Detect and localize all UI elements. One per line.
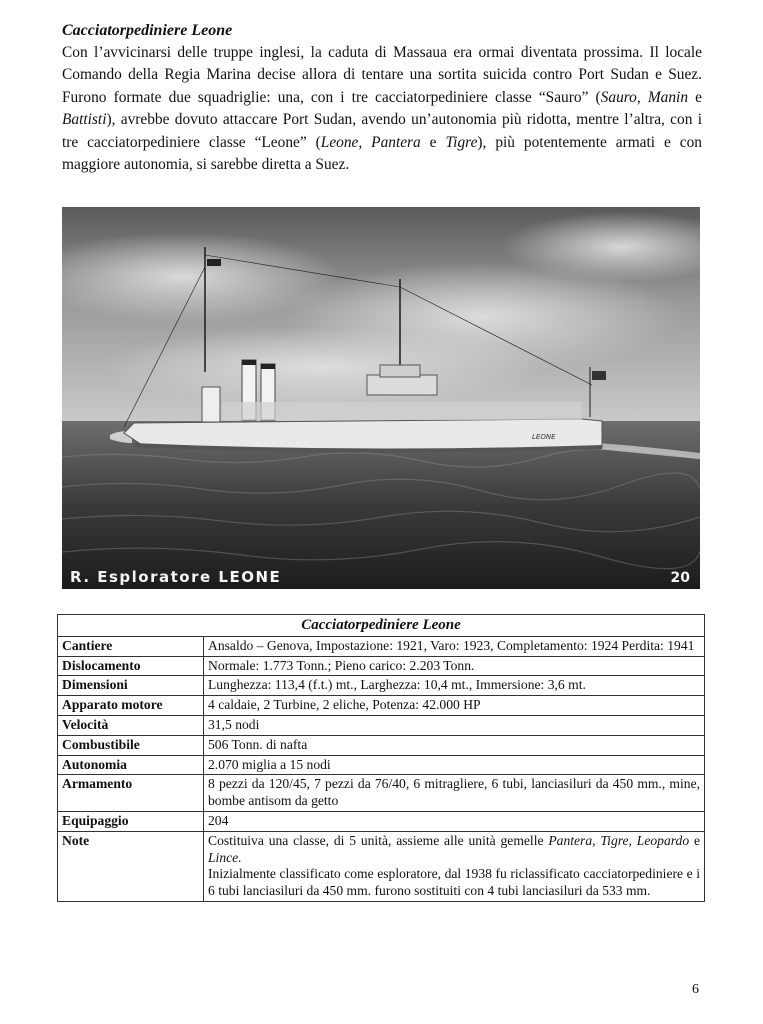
page-number: 6	[692, 982, 699, 997]
table-row	[58, 696, 705, 716]
spec-value: 4 caldaie, 2 Turbine, 2 eliche, Potenza: 42.000 HP	[204, 696, 705, 716]
spec-label: Note	[58, 831, 204, 901]
spec-value: 204	[204, 811, 705, 831]
spec-label: Dimensioni	[58, 676, 204, 696]
spec-value: Costituiva una classe, di 5 unità, assieme alle unità gemelle Pantera, Tigre, Leopardo e Lince. Inizialmente classificato come esploratore, dal 1938 fu riclassificato cacciatorpediniere e i 6 tubi lanciasiluri da 450 mm. furono sostituiti con 4 tubi lanciasiluri da 533 mm.	[204, 831, 705, 901]
spec-table-title: Cacciatorpediniere Leone	[58, 615, 705, 637]
spec-value: Ansaldo – Genova, Impostazione: 1921, Varo: 1923, Completamento: 1924 Perdita: 1941	[204, 636, 705, 656]
spec-value: 8 pezzi da 120/45, 7 pezzi da 76/40, 6 mitragliere, 6 tubi, lanciasiluri da 450 mm., mine, bombe antisom da getto	[204, 775, 705, 812]
table-row	[58, 676, 705, 696]
table-row	[58, 755, 705, 775]
table-row	[58, 636, 705, 656]
spec-value: 506 Tonn. di nafta	[204, 735, 705, 755]
spec-label: Velocità	[58, 715, 204, 735]
spec-table-header	[58, 615, 705, 637]
spec-label: Equipaggio	[58, 811, 204, 831]
hull-name: LEONE	[532, 433, 556, 441]
spec-label: Dislocamento	[58, 656, 204, 676]
spec-value: Lunghezza: 113,4 (f.t.) mt., Larghezza: 10,4 mt., Immersione: 3,6 mt.	[204, 676, 705, 696]
spec-label: Combustibile	[58, 735, 204, 755]
spec-table	[57, 614, 705, 902]
table-row	[58, 715, 705, 735]
intro-paragraph: Con l’avvicinarsi delle truppe inglesi, la caduta di Massaua era ormai diventata prossima. Il locale Comando della Regia Marina decise allora di tentare una sortita suicida contro Port Sudan e Suez. Furono formate due squadriglie: una, con i tre cacciatorpediniere classe “Sauro” (Sauro, Manin e Battisti), avrebbe dovuto attaccare Port Sudan, avendo un’autonomia più ridotta, mentre l’altra, con i tre cacciatorpediniere classe “Leone” (Leone, Pantera e Tigre), più potentemente armati e con maggiore autonomia, si sarebbe diretta a Suez.	[62, 44, 703, 174]
spec-value: Normale: 1.773 Tonn.; Pieno carico: 2.203 Tonn.	[204, 656, 705, 676]
spec-value: 2.070 miglia a 15 nodi	[204, 755, 705, 775]
spec-value: 31,5 nodi	[204, 715, 705, 735]
table-row-note	[58, 831, 705, 901]
table-row	[58, 775, 705, 812]
ship-photo	[62, 207, 700, 589]
table-row	[58, 735, 705, 755]
photo-caption: R. Esploratore LEONE	[70, 568, 282, 586]
section-title: Cacciatorpediniere Leone	[62, 22, 233, 39]
table-row	[58, 656, 705, 676]
spec-label: Armamento	[58, 775, 204, 812]
spec-label: Autonomia	[58, 755, 204, 775]
table-row	[58, 811, 705, 831]
spec-label: Apparato motore	[58, 696, 204, 716]
spec-label: Cantiere	[58, 636, 204, 656]
photo-number: 20	[670, 570, 690, 586]
